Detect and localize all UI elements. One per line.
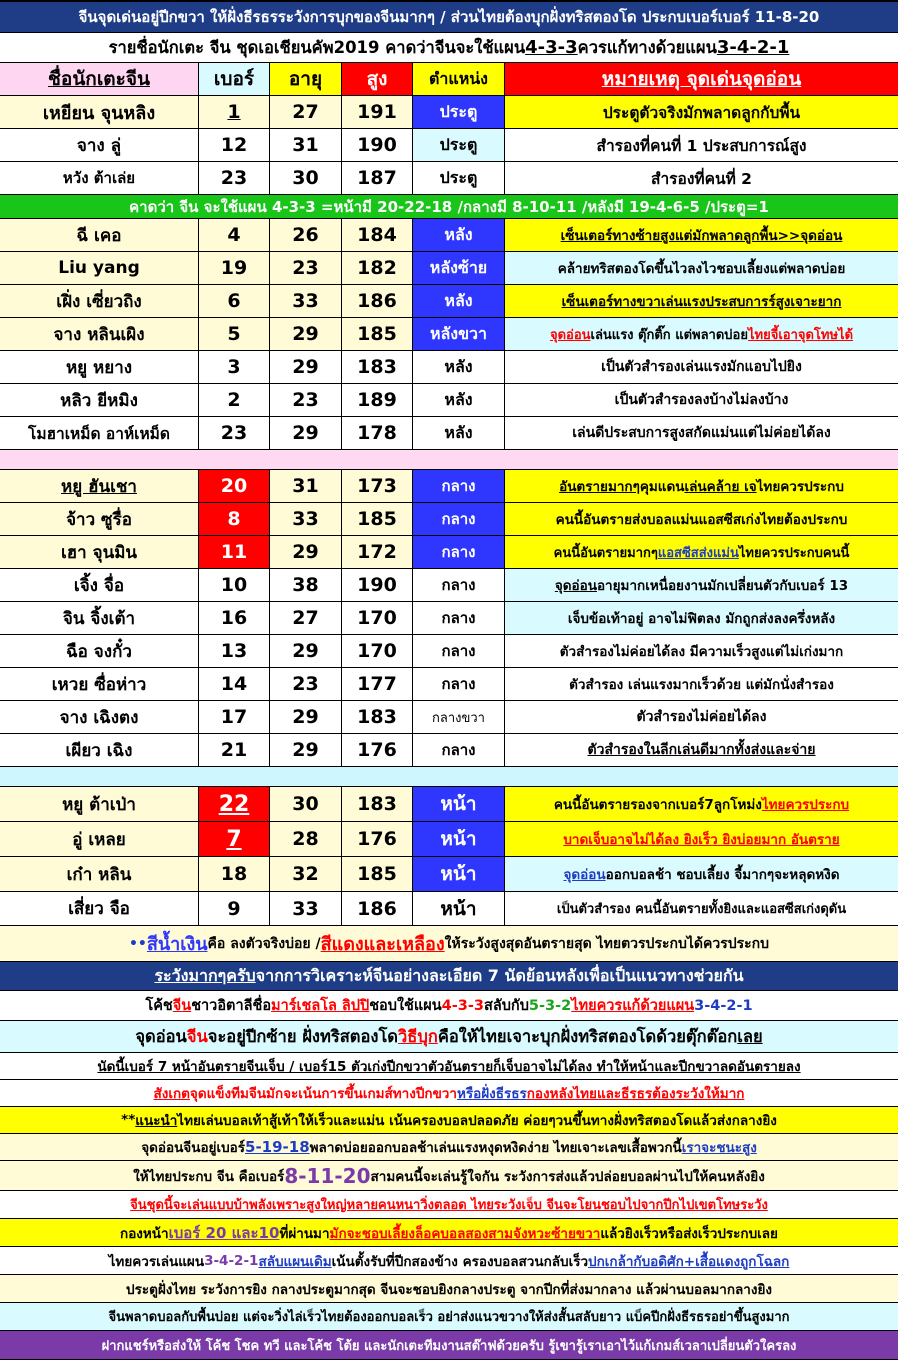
player-name: จ้าว ซูรื่อ: [0, 503, 199, 535]
weakness-f: เลย: [737, 1026, 763, 1046]
player-age: 27: [270, 602, 342, 634]
player-position: กลาง: [413, 503, 505, 535]
note-row: [0, 1247, 898, 1275]
note-row: [0, 1107, 898, 1134]
note-danger: อันตรายมากๆ: [559, 479, 640, 495]
note-pass: จีนพลาดบอลกับพื้นบ่อย แต่จะวิ่งไล่เร็วไทยต้องออกบอลเร็ว อย่าส่งแนวขวางให้ส่งสั้นสลับยาว แบ็คปีกฝั่งธีรธรอย่าขึ้นสูงมาก: [108, 1310, 790, 1325]
player-note: ตัวสำรองไม่ค่อยได้ลง: [636, 709, 767, 725]
coach-china: จีน: [172, 998, 192, 1014]
player-note: เป็นตัวสำรองเล่นแรงมักแอบไปยิง: [601, 359, 802, 375]
player-height: 190: [342, 569, 413, 601]
player-note: [505, 318, 898, 350]
share-text: ฝากแชร์หรือส่งให้ โค้ช โชค ทวี และโค้ช โต้ย และนักเตะทีมงานสต๊าฟด้วยครับ รู้เขารู้เราเอาไว้แก้เกมส์เวลาเปลี่ยนตัวใครลง: [101, 1338, 797, 1354]
note-row: [0, 1191, 898, 1219]
table-row: [0, 857, 898, 892]
player-note: สำรองที่คนที่ 1 ประสบการณ์สูง: [596, 136, 807, 155]
player-age: 33: [270, 892, 342, 925]
player-name: จาง หลินเผิง: [0, 318, 199, 350]
note-plan-b: 3-4-2-1: [204, 1252, 259, 1269]
note-assist: แอสซีสส่งแม่น: [657, 545, 739, 561]
note-row: [0, 1303, 898, 1331]
analysis-warn: ระวังมากๆครับ: [154, 965, 256, 985]
table-row: [0, 701, 898, 734]
player-age: 30: [270, 787, 342, 821]
note-plan-a: ไทยควรเล่นแผน: [108, 1253, 205, 1270]
player-position: ประตู: [413, 129, 505, 161]
player-height: 187: [342, 162, 413, 194]
note-plan-d: สลับแผนเดิม: [258, 1253, 332, 1270]
table-row: [0, 417, 898, 450]
player-age: 30: [270, 162, 342, 194]
player-height: 183: [342, 351, 413, 383]
note-fw-d: มักจะชอบเลี้ยงล็อคบอลสองสามจังหวะซ้ายขวา: [329, 1225, 601, 1242]
coach-plan-a: 4-3-3: [441, 997, 484, 1014]
title-bar: [0, 0, 898, 33]
table-row: [0, 252, 898, 285]
note-plan-e: เน้นตั้งรับที่ปีกสองข้าง ครองบอลสวนกลับเร็ว: [331, 1253, 589, 1270]
subtitle-prefix: รายชื่อนักเตะ จีน ชุดเอเชียนคัพ2019 คาดว่าจีนจะใช้แผน: [108, 37, 526, 57]
player-note: คนนี้อันตรายส่งบอลแม่นแอสซีสเก่งไทยต้องประกบ: [505, 503, 898, 535]
player-height: 190: [342, 129, 413, 161]
player-height: 185: [342, 318, 413, 350]
note-mark-a: ให้ไทยประกบ จีน คือเบอร์: [133, 1168, 285, 1185]
player-age: 29: [270, 417, 342, 449]
player-position: หลัง: [413, 219, 505, 251]
player-height: 189: [342, 384, 413, 416]
note-forwards: [0, 1219, 898, 1246]
player-name: หวัง ต้าเล่ย: [0, 162, 199, 194]
note-text: เล่นแรง ตุ๊กติ๊ก แต่พลาดบ่อย: [590, 327, 748, 343]
note-row: [0, 1275, 898, 1303]
player-height: 191: [342, 96, 413, 128]
formation-text: คาดว่า จีน จะใช้แผน 4-3-3 =หน้ามี 20-22-18 /กลางมี 8-10-11 /หลังมี 19-4-6-5 /ประตู=1: [129, 197, 769, 216]
note-power: จีนชุดนี้จะเล่นแบบบ้าพลังเพราะสูงใหญ่หลายคนหนาวิ่งตลอด ไทยระวังเจ็บ จีนจะโยนชอบไปจากปีกไปเขตโทษระวัง: [130, 1198, 768, 1213]
note-advice-c: ไทยเล่นบอลเท้าสู้เท้าให้เร็วและแม่น เน้นครองบอลปลอดภัย ค่อยๆวนขึ้นทางฝั่งทริสตองโดแล้วส่งกลางยิง: [177, 1113, 777, 1129]
note-advice-a: **: [121, 1112, 136, 1128]
player-position: หน้า: [413, 857, 505, 891]
table-row: [0, 536, 898, 569]
player-number: 9: [199, 892, 270, 925]
weakness-bar: [0, 1021, 898, 1053]
note-row: [0, 1134, 898, 1161]
player-age: 26: [270, 219, 342, 251]
player-name: เก๋า หลิน: [0, 857, 199, 891]
table-row: [0, 129, 898, 162]
note-mark: ไทยควรประกบ: [761, 797, 850, 813]
note-advice: [0, 1107, 898, 1133]
player-number: 3: [199, 351, 270, 383]
player-name: จิน จิ้งเต้า: [0, 602, 199, 634]
player-note: [505, 536, 898, 568]
player-age: 23: [270, 252, 342, 284]
table-row: [0, 668, 898, 701]
player-number: 8: [199, 503, 270, 535]
analysis-text: [0, 962, 898, 990]
player-number: 21: [199, 734, 270, 766]
player-note: [505, 569, 898, 601]
note-weak-label: จุดอ่อน: [563, 867, 606, 883]
player-position: หลัง: [413, 384, 505, 416]
player-note: เซ็นเตอร์ทางซ้ายสูงแต่มักพลาดลูกพื้น>>จุดอ่อน: [505, 219, 898, 251]
player-number: 18: [199, 857, 270, 891]
note-mark-numbers: [0, 1161, 898, 1190]
player-position: หลัง: [413, 351, 505, 383]
player-note: [505, 857, 898, 891]
player-number: 22: [199, 787, 270, 821]
player-position: หน้า: [413, 822, 505, 856]
player-number: 6: [199, 285, 270, 317]
subtitle-middle: ควรแก้ทางด้วยแผน: [577, 37, 717, 57]
player-number: 7: [199, 822, 270, 856]
player-height: 186: [342, 892, 413, 925]
note-plan-f: ปกเกล้ากับอดิศัก+เสื้อแดงถูกโฉลก: [588, 1253, 790, 1270]
player-number: 5: [199, 318, 270, 350]
player-age: 33: [270, 285, 342, 317]
note-row: [0, 1219, 898, 1247]
col-height-header: สูง: [342, 63, 413, 95]
player-position: หลัง: [413, 285, 505, 317]
legend-bullet: ••: [128, 935, 147, 952]
player-position: หน้า: [413, 787, 505, 821]
player-age: 23: [270, 384, 342, 416]
weakness-e: คือให้ไทยเจาะบุกฝั่งทริสตองโดด้วยตุ๊กต๊อก: [437, 1026, 738, 1046]
legend-text-b: ให้ระวังสูงสุดอันตรายสุด ไทยตวรประกบได้ควรประกบ: [444, 935, 770, 952]
player-name: เหวย ซื่อห่าว: [0, 668, 199, 700]
col-name-header: ชื่อนักเตะจีน: [0, 63, 199, 95]
player-age: 29: [270, 536, 342, 568]
note-observe-b: จุดแข็งทีมจีนมักจะเน้นการขึ้นเกมส์ทางปีกขวา: [189, 1086, 457, 1102]
subtitle-plan-thai: 3-4-2-1: [716, 37, 790, 58]
weakness-method: วิธีบุก: [398, 1026, 438, 1046]
player-note: ประตูตัวจริงมักพลาดลูกกับพื้น: [505, 96, 898, 128]
player-note: เป็นตัวสำรอง คนนี้อันตรายทั้งยิงและแอสซีสเก่งดุดัน: [556, 902, 847, 917]
note-mark: ไทยควรประกบคนนี้: [738, 545, 850, 561]
coach-bar: [0, 991, 898, 1021]
table-row: [0, 351, 898, 384]
player-number: 4: [199, 219, 270, 251]
player-name: เจิ้ง จื่อ: [0, 569, 199, 601]
player-name: หยู ต้าเป่า: [0, 787, 199, 821]
player-position: หลัง: [413, 417, 505, 449]
note-observe-e: กองหลังไทยและธีรธรต้องระวังให้มาก: [526, 1086, 745, 1102]
table-row: [0, 602, 898, 635]
player-age: 23: [270, 668, 342, 700]
table-row: [0, 892, 898, 926]
player-height: 172: [342, 536, 413, 568]
note-fw-c: ที่ผ่านมา: [279, 1225, 330, 1242]
player-age: 33: [270, 503, 342, 535]
subtitle-plan-china: 4-3-3: [525, 37, 578, 58]
player-position: กลาง: [413, 635, 505, 667]
page-title: จีนจุดเด่นอยู่ปีกขวา ให้ฝั่งธีรธรระวังการบุกของจีนมากๆ / ส่วนไทยต้องบุกฝั่งทริสตองโด ประกบเบอร์เบอร์ 11-8-20: [78, 8, 820, 26]
player-note: คล้ายทริสตองโดขึ้นไวลงไวชอบเลี้ยงแต่พลาดบ่อย: [505, 252, 898, 284]
coach-a: โค้ช: [145, 998, 173, 1014]
player-number: 10: [199, 569, 270, 601]
coach-name: มาร์เชลโล ลิปปิ: [271, 998, 370, 1014]
note-text: คุมแดน: [639, 479, 685, 495]
note-goal: ประตูฝั่งไทย ระวังการยิง กลางประตูมากสุด จีนจะชอบยิงกลางประตู จากปีกที่ส่งมากลาง แล้วผ่านบอลมากลางยิง: [126, 1281, 772, 1298]
player-number: 2: [199, 384, 270, 416]
note-row: [0, 1080, 898, 1107]
player-position: หลังขวา: [413, 318, 505, 350]
player-height: 186: [342, 285, 413, 317]
note-weak-c: พลาดบ่อยออกบอลช้าเล่นแรงหงุดหงิดง่าย ไทยเจาะเลขเสื้อพวกนี้: [309, 1140, 682, 1156]
player-height: 176: [342, 822, 413, 856]
player-height: 178: [342, 417, 413, 449]
note-advice-b: แนะนำ: [135, 1113, 178, 1129]
note-mark-b: 8-11-20: [284, 1163, 371, 1188]
player-name: เสี่ยว จือ: [0, 892, 199, 925]
player-age: 27: [270, 96, 342, 128]
player-height: 185: [342, 857, 413, 891]
player-position: ประตู: [413, 162, 505, 194]
legend-blue: สีน้ำเงิน: [146, 934, 208, 955]
note-fw-b: เบอร์ 20 และ10: [168, 1223, 280, 1242]
note-weak-d: เราจะชนะสูง: [681, 1140, 757, 1156]
player-note: เป็นตัวสำรองลงบ้างไม่ลงบ้าง: [614, 392, 789, 408]
player-position: กลางขวา: [413, 701, 505, 733]
player-number: 12: [199, 129, 270, 161]
player-age: 28: [270, 822, 342, 856]
coach-c: ชาวอิตาลีชื่อ: [191, 998, 272, 1014]
player-name: Liu yang: [0, 252, 199, 284]
note-text: อายุมากเหนื่อยงานมักเปลี่ยนตัวกับเบอร์ 13: [596, 578, 849, 594]
player-name: เฮา จุนมิน: [0, 536, 199, 568]
player-name: อู่ เหลย: [0, 822, 199, 856]
col-note-header: หมายเหตุ จุดเด่นจุดอ่อน: [505, 63, 898, 95]
player-position: หลังซ้าย: [413, 252, 505, 284]
player-name: เฝิ่ง เซี่ยวถิง: [0, 285, 199, 317]
player-age: 29: [270, 701, 342, 733]
note-weak-label: จุดอ่อน: [554, 578, 597, 594]
table-row: [0, 734, 898, 767]
player-name: จาง ลู่: [0, 129, 199, 161]
player-age: 32: [270, 857, 342, 891]
player-name: หยู หยาง: [0, 351, 199, 383]
table-row: [0, 569, 898, 602]
player-height: 182: [342, 252, 413, 284]
player-number: 1: [199, 96, 270, 128]
player-name: ฉี เคอ: [0, 219, 199, 251]
player-age: 29: [270, 635, 342, 667]
player-number: 19: [199, 252, 270, 284]
table-row: [0, 318, 898, 351]
note-observe-c: หรือฝั่งธีรธร: [456, 1086, 527, 1102]
note-mark: ไทยควรประกบ: [756, 479, 844, 495]
note-weak-a: จุดอ่อนจีนอยู่เบอร์: [141, 1140, 246, 1156]
table-row: [0, 162, 898, 195]
note-compare: เล่นคล้าย เจ: [684, 479, 757, 495]
coach-e: ชอบใช้แผน: [369, 998, 442, 1014]
note-injury: นัดนี้เบอร์ 7 หน้าอันตรายจีนเจ็บ / เบอร์15 ตัวเก่งปีกขวาตัวอันตรายก็เจ็บอาจไม่ได้ลง ทำให้หน้าและปีกขวาลดอันตรายลง: [97, 1059, 801, 1075]
player-age: 38: [270, 569, 342, 601]
legend-bar: [0, 926, 898, 962]
note-row: [0, 1053, 898, 1080]
player-height: 170: [342, 635, 413, 667]
note-observe: [0, 1080, 898, 1106]
player-name: จาง เฉิงตง: [0, 701, 199, 733]
table-row: [0, 219, 898, 252]
player-name: หยู ฮันเชา: [0, 470, 199, 502]
player-height: 183: [342, 787, 413, 821]
analysis-rest: จากการวิเคราะห์จีนอย่างละเอียด 7 นัดย้อนหลังเพื่อเป็นแนวทางช่วยกัน: [255, 965, 744, 985]
table-row: [0, 96, 898, 129]
player-note: [505, 470, 898, 502]
subtitle-bar: [0, 33, 898, 63]
player-height: 185: [342, 503, 413, 535]
player-age: 29: [270, 734, 342, 766]
player-number: 11: [199, 536, 270, 568]
player-age: 31: [270, 470, 342, 502]
note-observe-a: สังเกต: [153, 1086, 190, 1102]
player-position: กลาง: [413, 569, 505, 601]
player-note: สำรองที่คนที่ 2: [651, 169, 752, 188]
analysis-banner: [0, 962, 898, 991]
legend-red-yellow: สีแดงและเหลือง: [320, 934, 445, 955]
player-position: หน้า: [413, 892, 505, 925]
share-bar: [0, 1331, 898, 1360]
section-separator: [0, 767, 898, 787]
player-age: 29: [270, 318, 342, 350]
note-fw-a: กองหน้า: [120, 1225, 169, 1242]
weakness-a: จุดอ่อน: [135, 1026, 187, 1046]
table-header: [0, 63, 898, 96]
player-height: 170: [342, 602, 413, 634]
table-row: [0, 470, 898, 503]
player-note: ตัวสำรองไม่ค่อยได้ลง มีความเร็วสูงแต่ไม่เก่งมาก: [559, 644, 844, 660]
player-height: 183: [342, 701, 413, 733]
weakness-c: จะอยู่ปีกซ้าย ฝั่งทริสตองโด: [207, 1026, 399, 1046]
coach-g: สลับกับ: [483, 998, 529, 1014]
player-position: ประตู: [413, 96, 505, 128]
legend-text: [0, 926, 898, 961]
player-position: กลาง: [413, 470, 505, 502]
note-fw-e: แล้วยิงเร็วหรือส่งเร็วประกบเลย: [600, 1225, 778, 1242]
subtitle: [0, 33, 898, 62]
player-note: [505, 787, 898, 821]
player-height: 184: [342, 219, 413, 251]
col-position-header: ตำแหน่ง: [413, 63, 505, 95]
note-danger: คนนี้อันตรายรองจากเบอร์7ลูกโหม่ง: [553, 797, 762, 813]
col-number-header: เบอร์: [199, 63, 270, 95]
player-note: เซ็นเตอร์ทางขวาเล่นแรงประสบการร์สูงเจาะยาก: [505, 285, 898, 317]
note-weak-b: 5-19-18: [245, 1138, 310, 1156]
weakness-china: จีน: [186, 1026, 208, 1046]
player-position: กลาง: [413, 536, 505, 568]
player-age: 31: [270, 129, 342, 161]
note-danger: คนนี้อันตรายมากๆ: [553, 545, 658, 561]
player-note: เจ็บข้อเท้าอยู่ อาจไม่ฟิตลง มักถูกส่งลงครึ่งหลัง: [505, 602, 898, 634]
coach-text: [0, 991, 898, 1020]
player-age: 29: [270, 351, 342, 383]
player-position: กลาง: [413, 734, 505, 766]
player-name: โมฮาเหม็ด อาห์เหม็ด: [0, 417, 199, 449]
player-name: ฉือ จงกั๋ว: [0, 635, 199, 667]
formation-banner: [0, 195, 898, 219]
player-number: 23: [199, 162, 270, 194]
player-number: 17: [199, 701, 270, 733]
coach-plan-b: 5-3-2: [528, 997, 572, 1014]
table-row: [0, 635, 898, 668]
table-row: [0, 503, 898, 536]
player-number: 14: [199, 668, 270, 700]
note-weak-numbers: [0, 1134, 898, 1160]
weakness-text: [0, 1021, 898, 1052]
player-number: 13: [199, 635, 270, 667]
player-note: เล่นดีประสบการสูงสกัดแม่นแต่ไม่ค่อยได้ลง: [572, 425, 831, 441]
note-text: ออกบอลช้า ชอบเลี้ยง จี้มากๆจะหลุดหงิด: [605, 867, 840, 883]
player-name: เหยียน จุนหลิง: [0, 96, 199, 128]
player-position: กลาง: [413, 602, 505, 634]
player-position: กลาง: [413, 668, 505, 700]
table-row: [0, 822, 898, 857]
note-plan: [0, 1247, 898, 1274]
player-note: บาดเจ็บอาจไม่ได้ลง ยิงเร็ว ยิงบ่อยมาก อันตราย: [505, 822, 898, 856]
player-number: 23: [199, 417, 270, 449]
note-mark-c: สามคนนี้จะเล่นรู้ใจกัน ระวังการส่งแล้วปล่อยบอลผ่านไปให้คนหลังยิง: [370, 1168, 765, 1185]
legend-text-a: คือ ลงตัวจริงบ่อย /: [207, 935, 321, 952]
player-number: 16: [199, 602, 270, 634]
player-height: 176: [342, 734, 413, 766]
player-note: ตัวสำรองในลีกเล่นดีมากทั้งส่งและจ่าย: [587, 742, 816, 758]
coach-plan-c: 3-4-2-1: [694, 997, 753, 1014]
col-age-header: อายุ: [270, 63, 342, 95]
table-row: [0, 285, 898, 318]
section-separator: [0, 450, 898, 470]
player-name: หลิว ยีหมิง: [0, 384, 199, 416]
coach-thai-fix: ไทยควรแก้ด้วยแผน: [571, 998, 695, 1014]
player-height: 173: [342, 470, 413, 502]
player-note: ตัวสำรอง เล่นแรงมากเร็วด้วย แต่มักนั่งสำรอง: [569, 677, 834, 693]
player-height: 177: [342, 668, 413, 700]
table-row: [0, 384, 898, 417]
player-number: 20: [199, 470, 270, 502]
table-row: [0, 787, 898, 822]
note-weak-label: จุดอ่อน: [549, 327, 591, 343]
note-row: [0, 1161, 898, 1191]
player-name: เผียว เฉิง: [0, 734, 199, 766]
note-penalty: ไทยจี้เอาจุดโทษได้: [747, 327, 854, 343]
